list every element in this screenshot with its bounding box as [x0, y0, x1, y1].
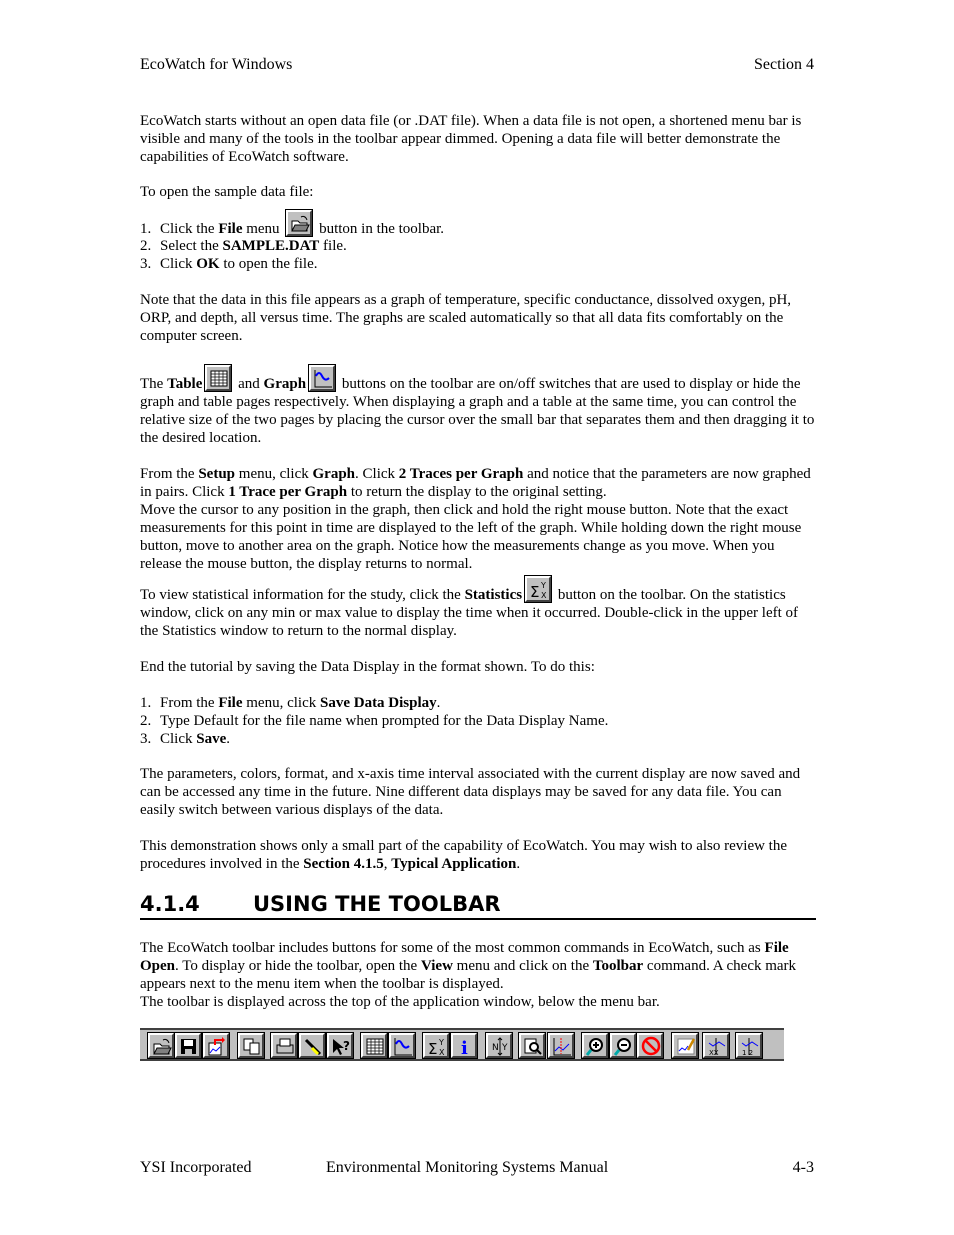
text: command. A check mark appears next to the menu item when the toolbar is displayed.: [140, 958, 797, 992]
svg-text:X: X: [439, 1048, 445, 1057]
bold-text: Toolbar: [592, 958, 644, 974]
open-icon: [148, 1033, 174, 1058]
paragraph: [140, 183, 816, 201]
list-number: 1.: [140, 221, 152, 237]
svg-text:1 2: 1 2: [742, 1049, 754, 1057]
graph-icon: [389, 1033, 415, 1058]
help-icon: [327, 1033, 353, 1058]
table-icon: [361, 1033, 387, 1058]
edit-icon: [299, 1033, 325, 1058]
svg-text:Y: Y: [541, 581, 546, 590]
header-right: Section 4: [754, 56, 814, 73]
header-left: EcoWatch for Windows: [140, 56, 293, 73]
bold-text: 1 Trace per Graph: [228, 484, 348, 500]
text: menu, click: [235, 466, 313, 482]
paragraph: [140, 375, 816, 447]
text: to open the file.: [219, 256, 318, 272]
svg-text:?: ?: [343, 1039, 350, 1053]
traces-12-icon: [736, 1033, 762, 1058]
zoom-in-icon: [582, 1033, 608, 1058]
text: file.: [319, 238, 347, 254]
text: This demonstration shows only a small part of the capability of EcoWatch. You may wish to also review the procedures involved in the: [140, 838, 788, 872]
bold-text: 2 Traces per Graph: [398, 466, 524, 482]
svg-text:X: X: [541, 591, 547, 600]
text: The parameters, colors, format, and x-axis time interval associated with the current display are now saved and can be accessed any time in the future. Nine different data displays may be saved for any data file. You can easily switch between various displays of the data.: [140, 766, 801, 818]
text: Click the: [160, 221, 219, 237]
text: Select the: [160, 238, 223, 254]
text: button on the toolbar. On the statistics window, click on any min or max value to display the time when it occurred. Double-click in the upper left of the Statistics window to return to the normal display.: [140, 587, 799, 639]
section-title: USING THE TOOLBAR: [253, 892, 501, 916]
svg-text:N: N: [492, 1043, 499, 1053]
open-file-icon: [286, 210, 312, 236]
list-number: 3.: [140, 256, 152, 272]
paragraph: [140, 291, 816, 345]
toolbar-image: [140, 1028, 784, 1061]
paragraph: [140, 581, 816, 640]
n-y-icon: [486, 1033, 512, 1058]
text: . Click: [355, 466, 399, 482]
bold-text: Graph: [263, 376, 307, 392]
bold-text: Section 4.1.5: [303, 856, 384, 872]
text: The EcoWatch toolbar includes buttons for some of the most common commands in EcoWatch, such as: [140, 940, 765, 956]
footer-page-number: 4-3: [792, 1159, 814, 1176]
bold-text: Save Data Display: [319, 695, 437, 711]
section-number: 4.1.4: [140, 892, 200, 916]
bold-text: Typical Application: [391, 856, 517, 872]
traces-xx-icon: [703, 1033, 729, 1058]
numbered-list: [140, 220, 816, 273]
paragraph: [140, 939, 816, 1011]
text: Move the cursor to any position in the graph, then click and hold the right mouse button. Note that the exact measurements for this point in time are displayed to the left of the graph. While holding down the right mouse button, move to another area on the graph. Notice how the measurements change as you move. When you release the mouse button, the display returns to normal.: [140, 502, 802, 572]
bold-text: File: [218, 221, 243, 237]
statistics-icon: [423, 1033, 449, 1058]
svg-text:Y: Y: [502, 1043, 508, 1053]
list-item: [140, 712, 816, 730]
pen-plot-icon: [672, 1033, 698, 1058]
bold-text: File: [218, 695, 243, 711]
zoom-document-icon: [519, 1033, 545, 1058]
text: ,: [383, 856, 392, 872]
list-number: 2.: [140, 238, 152, 254]
text: buttons on the toolbar are on/off switches that are used to display or hide the graph and table pages respectively. When displaying a graph and a table at the same time, you can control the relative size of the two pages by placing the cursor over the small bar that separates them and then dragging it to the desired location.: [140, 376, 815, 446]
list-item: [140, 694, 816, 712]
text: menu: [242, 221, 284, 237]
text: and notice that the parameters are now graphed in pairs. Click: [140, 466, 811, 500]
list-item: [140, 730, 816, 748]
bold-text: Save: [196, 731, 227, 747]
svg-text:i: i: [461, 1038, 468, 1057]
list-number: 1.: [140, 695, 152, 711]
text: Click: [160, 731, 197, 747]
table-icon: [205, 365, 231, 391]
info-icon: [451, 1033, 477, 1058]
text: button in the toolbar.: [315, 221, 445, 237]
list-item: [140, 237, 816, 255]
text: and: [234, 376, 264, 392]
text: to return the display to the original setting.: [347, 484, 607, 500]
list-item: [140, 220, 816, 237]
paragraph: [140, 765, 816, 819]
svg-text:Σ: Σ: [530, 583, 540, 600]
text: Note that the data in this file appears as a graph of temperature, specific conductance, dissolved oxygen, pH, ORP, and depth, all versus time. The graphs are scaled automatically so that all data fits comfortably on the computer screen.: [140, 292, 792, 344]
paragraph: [140, 837, 816, 873]
text: Type Default for the file name when prompted for the Data Display Name.: [160, 713, 609, 729]
bold-text: Table: [167, 376, 203, 392]
print-icon: [271, 1033, 297, 1058]
bold-text: View: [420, 958, 453, 974]
copy-icon: [238, 1033, 264, 1058]
text: To open the sample data file:: [140, 184, 314, 200]
bold-text: Graph: [312, 466, 356, 482]
footer-left: YSI Incorporated: [140, 1159, 252, 1176]
text: From the: [160, 695, 219, 711]
text: The: [140, 376, 168, 392]
numbered-list: [140, 694, 816, 748]
save-icon: [175, 1033, 201, 1058]
bold-text: SAMPLE.DAT: [222, 238, 320, 254]
no-zoom-icon: [637, 1033, 663, 1058]
bold-text: File Open: [140, 940, 789, 974]
text: .: [436, 695, 441, 711]
text: End the tutorial by saving the Data Display in the format shown. To do this:: [140, 659, 595, 675]
svg-text:Y: Y: [439, 1038, 444, 1047]
list-item: [140, 255, 816, 273]
text: .: [516, 856, 521, 872]
export-icon: [203, 1033, 229, 1058]
text: The toolbar is displayed across the top of the application window, below the menu bar.: [140, 994, 660, 1010]
bold-text: OK: [196, 256, 220, 272]
text: From the: [140, 466, 199, 482]
list-number: 3.: [140, 731, 152, 747]
text: . To display or hide the toolbar, open the: [175, 958, 421, 974]
paragraph: [140, 112, 816, 166]
statistics-icon: [525, 576, 551, 602]
paragraph: [140, 465, 816, 573]
cursor-icon: [548, 1033, 574, 1058]
text: To view statistical information for the study, click the: [140, 587, 465, 603]
bold-text: Statistics: [464, 587, 523, 603]
graph-icon: [309, 365, 335, 391]
footer-center: Environmental Monitoring Systems Manual: [326, 1159, 609, 1176]
section-heading: [140, 890, 816, 920]
text: EcoWatch starts without an open data file (or .DAT file). When a data file is not open, a shortened menu bar is visible and many of the tools in the toolbar appear dimmed. Opening a data file will better demonstrate the capabilities of EcoWatch software.: [140, 113, 802, 165]
paragraph: [140, 658, 816, 676]
text: Click: [160, 256, 197, 272]
svg-text:XX: XX: [709, 1049, 719, 1057]
text: .: [226, 731, 230, 747]
text: menu and click on the: [452, 958, 593, 974]
list-number: 2.: [140, 713, 152, 729]
text: menu, click: [242, 695, 320, 711]
svg-text:Σ: Σ: [428, 1040, 438, 1057]
bold-text: Setup: [198, 466, 236, 482]
zoom-out-icon: [610, 1033, 636, 1058]
